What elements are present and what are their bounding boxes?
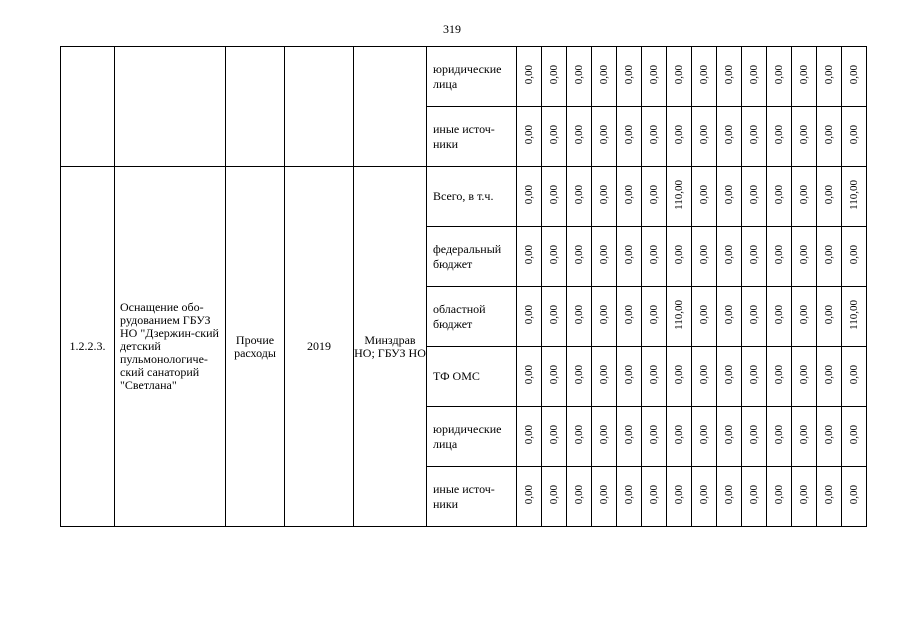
value-cell: [692, 287, 717, 347]
value-text: 0,00: [648, 64, 660, 85]
funding-source-cell: Всего, в т.ч.: [427, 167, 517, 227]
value-text: 0,00: [798, 184, 810, 205]
value-cell: [542, 167, 567, 227]
value-text: 0,00: [648, 424, 660, 445]
budget-table-body: [61, 47, 867, 527]
value-cell: [792, 47, 817, 107]
value-cell: [642, 347, 667, 407]
value-text: 0,00: [623, 424, 635, 445]
value-text: 0,00: [723, 124, 735, 145]
value-text: 110,00: [848, 299, 860, 330]
value-cell: [767, 287, 792, 347]
value-text: 0,00: [798, 424, 810, 445]
value-cell: [567, 287, 592, 347]
value-text: 0,00: [598, 244, 610, 265]
value-text: 0,00: [773, 424, 785, 445]
value-cell: [567, 467, 592, 527]
value-cell: [817, 167, 842, 227]
value-text: 110,00: [673, 179, 685, 210]
value-cell: [742, 227, 767, 287]
value-cell: [542, 287, 567, 347]
value-cell: [567, 167, 592, 227]
value-cell: [742, 287, 767, 347]
value-cell: [717, 347, 742, 407]
value-cell: [667, 167, 692, 227]
value-text: 0,00: [523, 184, 535, 205]
value-cell: [742, 107, 767, 167]
value-text: 0,00: [698, 244, 710, 265]
value-text: 0,00: [723, 484, 735, 505]
value-cell: [592, 167, 617, 227]
value-cell: [592, 407, 617, 467]
value-cell: [692, 107, 717, 167]
value-text: 0,00: [773, 124, 785, 145]
value-cell: [592, 467, 617, 527]
value-text: 0,00: [823, 124, 835, 145]
value-text: 0,00: [823, 184, 835, 205]
value-cell: [642, 167, 667, 227]
value-text: 0,00: [773, 64, 785, 85]
value-cell: [817, 227, 842, 287]
value-text: 0,00: [823, 304, 835, 325]
value-text: 0,00: [623, 244, 635, 265]
value-cell: [792, 467, 817, 527]
value-text: 0,00: [598, 64, 610, 85]
value-text: 110,00: [848, 179, 860, 210]
value-text: 0,00: [598, 484, 610, 505]
value-text: 0,00: [673, 124, 685, 145]
value-text: 0,00: [798, 304, 810, 325]
value-text: 0,00: [648, 304, 660, 325]
value-cell: [642, 467, 667, 527]
table-row: [61, 167, 867, 227]
value-text: 0,00: [748, 64, 760, 85]
value-text: 0,00: [648, 484, 660, 505]
value-text: 0,00: [523, 64, 535, 85]
measure-name-cell: Оснащение обо-рудованием ГБУЗ НО "Дзержин-ский детский пульмонологиче-ский санаторий "Светлана": [115, 167, 226, 527]
year-cell: 2019: [285, 167, 354, 527]
value-text: 0,00: [723, 184, 735, 205]
value-text: 0,00: [698, 304, 710, 325]
value-cell: [717, 47, 742, 107]
value-cell: [817, 467, 842, 527]
value-text: 0,00: [548, 244, 560, 265]
value-cell: [717, 167, 742, 227]
value-text: 0,00: [548, 364, 560, 385]
value-text: 0,00: [548, 484, 560, 505]
value-text: 0,00: [698, 484, 710, 505]
value-text: 0,00: [623, 64, 635, 85]
value-text: 0,00: [723, 424, 735, 445]
value-cell: [567, 227, 592, 287]
value-text: 0,00: [673, 244, 685, 265]
value-cell: [767, 407, 792, 467]
value-text: 0,00: [523, 424, 535, 445]
value-cell: [792, 407, 817, 467]
value-cell: [842, 227, 867, 287]
value-cell: [617, 167, 642, 227]
value-text: 0,00: [548, 424, 560, 445]
value-cell: [792, 347, 817, 407]
value-text: 0,00: [698, 124, 710, 145]
value-text: 0,00: [673, 364, 685, 385]
value-text: 0,00: [598, 124, 610, 145]
value-cell: [642, 407, 667, 467]
value-cell: [817, 47, 842, 107]
value-cell: [692, 227, 717, 287]
value-text: 0,00: [523, 364, 535, 385]
value-cell: [767, 107, 792, 167]
value-text: 0,00: [523, 124, 535, 145]
value-text: 0,00: [848, 424, 860, 445]
value-cell: [742, 467, 767, 527]
value-cell: [592, 47, 617, 107]
value-cell: [617, 467, 642, 527]
value-cell: [517, 227, 542, 287]
value-cell: [667, 107, 692, 167]
value-cell: [617, 407, 642, 467]
value-text: 0,00: [773, 304, 785, 325]
value-text: 0,00: [548, 304, 560, 325]
value-text: 0,00: [823, 364, 835, 385]
value-cell: [667, 467, 692, 527]
value-cell: [717, 227, 742, 287]
value-text: 110,00: [673, 299, 685, 330]
value-text: 0,00: [798, 484, 810, 505]
year-cell: [285, 47, 354, 167]
value-text: 0,00: [648, 124, 660, 145]
value-cell: [717, 107, 742, 167]
value-text: 0,00: [723, 364, 735, 385]
value-cell: [592, 107, 617, 167]
value-cell: [592, 227, 617, 287]
value-text: 0,00: [573, 364, 585, 385]
value-cell: [517, 407, 542, 467]
value-cell: [542, 107, 567, 167]
value-cell: [842, 347, 867, 407]
value-cell: [692, 467, 717, 527]
value-text: 0,00: [823, 64, 835, 85]
page-number: 319: [443, 22, 461, 36]
value-text: 0,00: [698, 424, 710, 445]
value-text: 0,00: [748, 484, 760, 505]
expense-type-cell: Прочие расходы: [226, 167, 285, 527]
value-cell: [617, 287, 642, 347]
value-cell: [692, 47, 717, 107]
value-cell: [542, 467, 567, 527]
value-text: 0,00: [748, 184, 760, 205]
value-text: 0,00: [748, 424, 760, 445]
value-text: 0,00: [623, 484, 635, 505]
funding-source-cell: иные источ-ники: [427, 467, 517, 527]
budget-table: [60, 46, 867, 527]
executor-cell: [354, 47, 427, 167]
value-cell: [617, 47, 642, 107]
value-text: 0,00: [598, 364, 610, 385]
funding-source-cell: ТФ ОМС: [427, 347, 517, 407]
value-cell: [792, 227, 817, 287]
value-text: 0,00: [623, 124, 635, 145]
value-cell: [842, 107, 867, 167]
value-cell: [692, 407, 717, 467]
value-cell: [517, 467, 542, 527]
value-text: 0,00: [748, 244, 760, 265]
expense-type-cell: [226, 47, 285, 167]
value-text: 0,00: [648, 184, 660, 205]
value-cell: [792, 107, 817, 167]
value-text: 0,00: [548, 64, 560, 85]
value-cell: [542, 347, 567, 407]
value-text: 0,00: [723, 304, 735, 325]
value-cell: [842, 287, 867, 347]
value-cell: [517, 167, 542, 227]
value-cell: [742, 167, 767, 227]
row-number-cell: [61, 47, 115, 167]
value-cell: [767, 347, 792, 407]
value-cell: [767, 167, 792, 227]
value-text: 0,00: [848, 64, 860, 85]
value-text: 0,00: [773, 364, 785, 385]
value-cell: [667, 287, 692, 347]
value-text: 0,00: [573, 304, 585, 325]
value-text: 0,00: [573, 244, 585, 265]
value-text: 0,00: [848, 364, 860, 385]
value-text: 0,00: [798, 124, 810, 145]
value-cell: [642, 227, 667, 287]
value-text: 0,00: [548, 124, 560, 145]
value-text: 0,00: [623, 364, 635, 385]
value-cell: [642, 287, 667, 347]
value-cell: [542, 227, 567, 287]
value-cell: [517, 287, 542, 347]
value-text: 0,00: [648, 244, 660, 265]
value-text: 0,00: [823, 484, 835, 505]
value-text: 0,00: [848, 124, 860, 145]
value-cell: [542, 407, 567, 467]
value-text: 0,00: [523, 304, 535, 325]
value-cell: [592, 347, 617, 407]
value-text: 0,00: [823, 424, 835, 445]
value-cell: [642, 47, 667, 107]
funding-source-cell: юридические лица: [427, 407, 517, 467]
value-cell: [667, 407, 692, 467]
value-text: 0,00: [773, 184, 785, 205]
value-text: 0,00: [623, 184, 635, 205]
value-text: 0,00: [598, 184, 610, 205]
row-number-cell: 1.2.2.3.: [61, 167, 115, 527]
value-text: 0,00: [698, 364, 710, 385]
funding-source-cell: юридические лица: [427, 47, 517, 107]
value-cell: [792, 287, 817, 347]
value-cell: [617, 347, 642, 407]
value-cell: [567, 347, 592, 407]
value-cell: [542, 47, 567, 107]
value-text: 0,00: [748, 124, 760, 145]
value-text: 0,00: [798, 364, 810, 385]
value-cell: [692, 347, 717, 407]
value-text: 0,00: [598, 304, 610, 325]
value-text: 0,00: [698, 64, 710, 85]
value-text: 0,00: [748, 364, 760, 385]
value-cell: [567, 107, 592, 167]
value-cell: [742, 407, 767, 467]
value-cell: [592, 287, 617, 347]
value-cell: [667, 227, 692, 287]
value-text: 0,00: [748, 304, 760, 325]
value-text: 0,00: [548, 184, 560, 205]
value-text: 0,00: [848, 244, 860, 265]
value-text: 0,00: [823, 244, 835, 265]
value-text: 0,00: [573, 124, 585, 145]
value-text: 0,00: [573, 424, 585, 445]
value-text: 0,00: [798, 64, 810, 85]
value-text: 0,00: [648, 364, 660, 385]
value-cell: [767, 227, 792, 287]
value-cell: [642, 107, 667, 167]
value-text: 0,00: [673, 424, 685, 445]
executor-cell: Минздрав НО; ГБУЗ НО: [354, 167, 427, 527]
value-text: 0,00: [773, 484, 785, 505]
value-cell: [692, 167, 717, 227]
value-text: 0,00: [773, 244, 785, 265]
value-text: 0,00: [598, 424, 610, 445]
value-text: 0,00: [523, 484, 535, 505]
value-cell: [817, 347, 842, 407]
value-cell: [717, 467, 742, 527]
value-text: 0,00: [673, 64, 685, 85]
value-cell: [667, 47, 692, 107]
value-text: 0,00: [798, 244, 810, 265]
value-cell: [567, 407, 592, 467]
value-cell: [817, 107, 842, 167]
funding-source-cell: иные источ-ники: [427, 107, 517, 167]
value-cell: [517, 107, 542, 167]
funding-source-cell: областной бюджет: [427, 287, 517, 347]
funding-source-cell: федеральный бюджет: [427, 227, 517, 287]
value-text: 0,00: [573, 64, 585, 85]
value-cell: [842, 467, 867, 527]
value-cell: [717, 407, 742, 467]
value-cell: [767, 47, 792, 107]
value-cell: [667, 347, 692, 407]
value-text: 0,00: [623, 304, 635, 325]
value-text: 0,00: [573, 184, 585, 205]
value-cell: [817, 287, 842, 347]
value-cell: [717, 287, 742, 347]
value-cell: [792, 167, 817, 227]
value-cell: [767, 467, 792, 527]
value-text: 0,00: [523, 244, 535, 265]
value-cell: [517, 347, 542, 407]
value-cell: [742, 47, 767, 107]
value-text: 0,00: [723, 244, 735, 265]
value-text: 0,00: [723, 64, 735, 85]
value-cell: [842, 407, 867, 467]
value-cell: [517, 47, 542, 107]
value-cell: [842, 167, 867, 227]
value-text: 0,00: [573, 484, 585, 505]
value-cell: [842, 47, 867, 107]
value-cell: [567, 47, 592, 107]
table-row: [61, 47, 867, 107]
value-cell: [617, 107, 642, 167]
value-text: 0,00: [848, 484, 860, 505]
measure-name-cell: [115, 47, 226, 167]
value-text: 0,00: [673, 484, 685, 505]
value-cell: [617, 227, 642, 287]
value-cell: [817, 407, 842, 467]
value-text: 0,00: [698, 184, 710, 205]
value-cell: [742, 347, 767, 407]
